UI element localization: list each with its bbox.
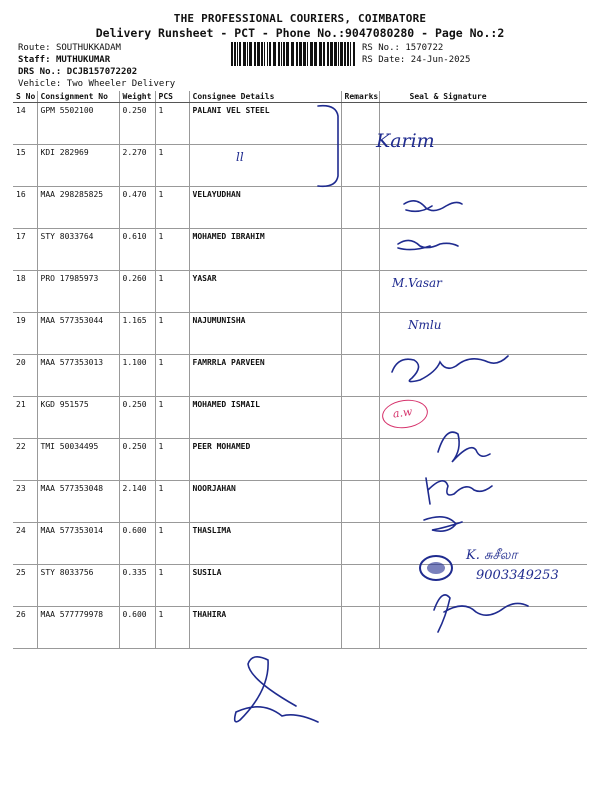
row-weight: 0.260	[119, 271, 155, 313]
row-consignment-no: MAA 577779978	[37, 607, 119, 649]
staff-line	[18, 55, 110, 66]
row-remarks	[341, 523, 379, 565]
barcode-bar	[231, 42, 233, 66]
drs-value: DCJB157072202	[66, 67, 138, 77]
row-consignee: FAMRRLA PARVEEN	[189, 355, 341, 397]
row-consignment-no: PRO 17985973	[37, 271, 119, 313]
row-pcs: 1	[155, 439, 189, 481]
row-weight: 0.250	[119, 103, 155, 145]
row-sno: 22	[13, 439, 37, 481]
row-pcs: 1	[155, 103, 189, 145]
staff-value: MUTHUKUMAR	[55, 55, 111, 65]
col-seal-signature: Seal & Signature	[379, 91, 587, 103]
barcode-bar	[327, 42, 329, 66]
row-weight: 0.250	[119, 439, 155, 481]
row-consignment-no: MAA 298285825	[37, 187, 119, 229]
table-row	[13, 523, 587, 565]
col-weight: Weight	[119, 91, 155, 103]
row-pcs: 1	[155, 523, 189, 565]
row-consignment-no: GPM 5502100	[37, 103, 119, 145]
row-consignee: SUSILA	[189, 565, 341, 607]
row-seal-signature	[379, 523, 587, 565]
row-sno: 23	[13, 481, 37, 523]
table-row	[13, 481, 587, 523]
row-seal-signature	[379, 229, 587, 271]
barcode-bar	[334, 42, 337, 66]
row-seal-signature	[379, 439, 587, 481]
table-row	[13, 145, 587, 187]
row-remarks	[341, 187, 379, 229]
row-consignee	[189, 145, 341, 187]
row-remarks	[341, 355, 379, 397]
barcode-bar	[247, 42, 248, 66]
row-pcs: 1	[155, 145, 189, 187]
barcode-bar	[340, 42, 343, 66]
route-label: Route:	[18, 43, 51, 53]
row14-signature: Karim	[376, 130, 435, 152]
table-row	[13, 187, 587, 229]
row-consignment-no: KDI 282969	[37, 145, 119, 187]
col-remarks: Remarks	[341, 91, 379, 103]
row-sno: 20	[13, 355, 37, 397]
row-consignee: YASAR	[189, 271, 341, 313]
vehicle-label: Vehicle:	[18, 79, 62, 89]
row-weight: 0.600	[119, 523, 155, 565]
table-row	[13, 229, 587, 271]
barcode-bar	[344, 42, 346, 66]
row-remarks	[341, 313, 379, 355]
row21-stamp-text: a.w	[392, 405, 414, 421]
col-consignee: Consignee Details	[189, 91, 341, 103]
table-row	[13, 313, 587, 355]
row-pcs: 1	[155, 607, 189, 649]
row-remarks	[341, 481, 379, 523]
barcode-bar	[350, 42, 351, 66]
barcode-bar	[307, 42, 308, 66]
barcode-bar	[249, 42, 252, 66]
row-remarks	[341, 103, 379, 145]
row-remarks	[341, 397, 379, 439]
barcode-bar	[303, 42, 306, 66]
row-consignee: THASLIMA	[189, 523, 341, 565]
row25-handwritten-phone: 9003349253	[476, 568, 559, 583]
row-sno: 21	[13, 397, 37, 439]
row25-handwritten-name: K. சுசீலா	[466, 548, 518, 563]
barcode-bar	[239, 42, 241, 66]
row-weight: 0.250	[119, 397, 155, 439]
rs-date-line	[362, 55, 470, 66]
rs-date-value: 24-Jun-2025	[410, 55, 471, 65]
barcode-bar	[267, 42, 268, 66]
row-seal-signature	[379, 481, 587, 523]
row-pcs: 1	[155, 313, 189, 355]
row-consignment-no: TMI 50034495	[37, 439, 119, 481]
row-pcs: 1	[155, 481, 189, 523]
row-pcs: 1	[155, 187, 189, 229]
vehicle-line	[18, 79, 175, 90]
barcode-bar	[291, 42, 294, 66]
row-seal-signature	[379, 397, 587, 439]
row-sno: 24	[13, 523, 37, 565]
row-consignment-no: STY 8033764	[37, 229, 119, 271]
row-remarks	[341, 439, 379, 481]
col-sno: S No	[13, 91, 37, 103]
row-consignee: MOHAMED IBRAHIM	[189, 229, 341, 271]
barcode-bar	[353, 42, 355, 66]
table-row	[13, 103, 587, 145]
row-pcs: 1	[155, 229, 189, 271]
row-weight: 1.165	[119, 313, 155, 355]
barcode-bar	[330, 42, 333, 66]
row15-handwritten-mark: ll	[236, 150, 244, 164]
barcode-bar	[237, 42, 238, 66]
row-seal-signature	[379, 355, 587, 397]
row-weight: 0.600	[119, 607, 155, 649]
vehicle-value: Two Wheeler Delivery	[66, 79, 176, 89]
row-seal-signature	[379, 565, 587, 607]
table-row	[13, 439, 587, 481]
row-remarks	[341, 607, 379, 649]
row-sno: 14	[13, 103, 37, 145]
col-consignment: Consignment No	[37, 91, 119, 103]
row-weight: 2.270	[119, 145, 155, 187]
company-title: THE PROFESSIONAL COURIERS, COIMBATORE	[173, 12, 427, 25]
row-seal-signature	[379, 271, 587, 313]
rs-no-value: 1570722	[405, 43, 444, 53]
row-sno: 26	[13, 607, 37, 649]
row-weight: 0.470	[119, 187, 155, 229]
barcode-bar	[261, 42, 263, 66]
barcode-bar	[243, 42, 246, 66]
barcode-bar	[278, 42, 280, 66]
rs-no-line	[362, 43, 443, 54]
barcode-bar	[269, 42, 271, 66]
row-consignee: NAJUMUNISHA	[189, 313, 341, 355]
barcode-bar	[234, 42, 236, 66]
table-row	[13, 355, 587, 397]
runsheet-table	[13, 91, 587, 649]
row-sno: 15	[13, 145, 37, 187]
row19-signature: Nmlu	[408, 318, 442, 332]
row-consignee: PALANI VEL STEEL	[189, 103, 341, 145]
table-row	[13, 565, 587, 607]
row-weight: 0.610	[119, 229, 155, 271]
row-seal-signature	[379, 103, 587, 145]
row-consignee: VELAYUDHAN	[189, 187, 341, 229]
row-consignee: MOHAMED ISMAIL	[189, 397, 341, 439]
barcode-bar	[296, 42, 298, 66]
barcode-bar	[347, 42, 349, 66]
row-pcs: 1	[155, 355, 189, 397]
barcode-bar	[257, 42, 260, 66]
row-sno: 17	[13, 229, 37, 271]
row-seal-signature	[379, 607, 587, 649]
barcode-bar	[319, 42, 322, 66]
table-header-row	[13, 91, 587, 103]
barcode-bar	[310, 42, 313, 66]
row-sno: 18	[13, 271, 37, 313]
row-consignee: PEER MOHAMED	[189, 439, 341, 481]
row-consignee: NOORJAHAN	[189, 481, 341, 523]
table-row	[13, 397, 587, 439]
row-sno: 16	[13, 187, 37, 229]
table-row	[13, 607, 587, 649]
barcode-bar	[323, 42, 325, 66]
row-weight: 1.100	[119, 355, 155, 397]
col-pcs: PCS	[155, 91, 189, 103]
row-sno: 19	[13, 313, 37, 355]
row-remarks	[341, 565, 379, 607]
row-seal-signature	[379, 187, 587, 229]
row-pcs: 1	[155, 271, 189, 313]
barcode-bar	[314, 42, 317, 66]
row-seal-signature	[379, 145, 587, 187]
staff-label: Staff:	[18, 55, 51, 65]
route-value: SOUTHUKKADAM	[55, 43, 121, 53]
row-consignment-no: MAA 577353013	[37, 355, 119, 397]
drs-line	[18, 67, 137, 78]
row-weight: 2.140	[119, 481, 155, 523]
row-sno: 25	[13, 565, 37, 607]
route-line	[18, 43, 121, 54]
row-pcs: 1	[155, 565, 189, 607]
row-consignment-no: STY 8033756	[37, 565, 119, 607]
rs-no-label: RS No.:	[362, 43, 400, 53]
rs-date-label: RS Date:	[362, 55, 406, 65]
barcode-bar	[254, 42, 256, 66]
barcode-bar	[281, 42, 282, 66]
row-remarks	[341, 271, 379, 313]
barcode	[231, 42, 357, 66]
runsheet-subtitle: Delivery Runsheet - PCT - Phone No.:9047080280 - Page No.:2	[95, 26, 505, 40]
drs-label: DRS No.:	[18, 67, 62, 77]
barcode-bar	[338, 42, 339, 66]
barcode-bar	[264, 42, 265, 66]
row-consignment-no: MAA 577353044	[37, 313, 119, 355]
row-pcs: 1	[155, 397, 189, 439]
row-consignee: THAHIRA	[189, 607, 341, 649]
row-remarks	[341, 229, 379, 271]
barcode-bar	[286, 42, 289, 66]
row-remarks	[341, 145, 379, 187]
barcode-bar	[283, 42, 285, 66]
row-consignment-no: MAA 577353014	[37, 523, 119, 565]
row-weight: 0.335	[119, 565, 155, 607]
row-seal-signature	[379, 313, 587, 355]
big-signature	[235, 657, 318, 722]
row-consignment-no: KGD 951575	[37, 397, 119, 439]
barcode-bar	[273, 42, 276, 66]
table-row	[13, 271, 587, 313]
barcode-bar	[299, 42, 302, 66]
row18-signature: M.Vasar	[392, 276, 442, 290]
row-consignment-no: MAA 577353048	[37, 481, 119, 523]
